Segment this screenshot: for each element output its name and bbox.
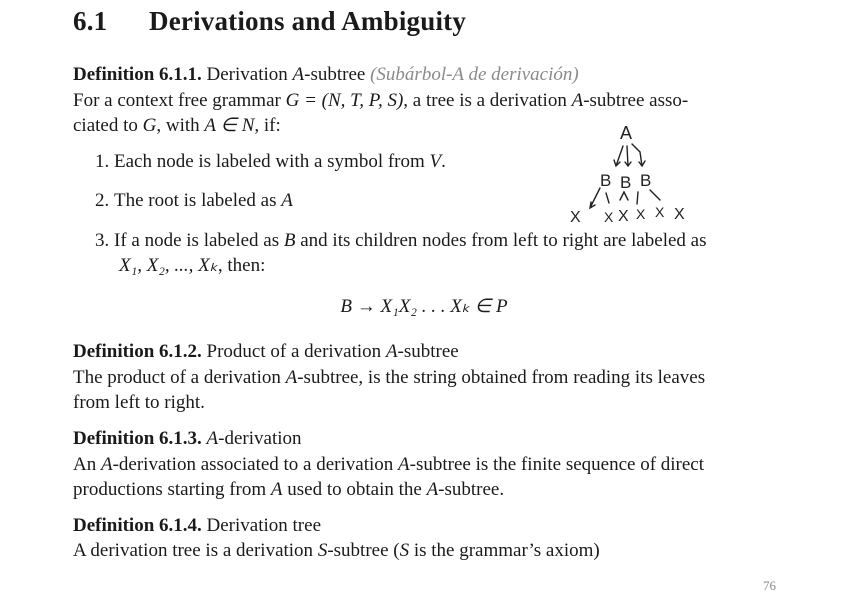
handwritten-tree-sketch	[560, 118, 700, 228]
sketch-root: A	[620, 123, 633, 143]
list-item: 1. Each node is labeled with a symbol from V.	[95, 151, 446, 172]
definition-6-1-1-body-line1: For a context free grammar G = (N, T, P, S), a tree is a derivation A-subtree asso-	[73, 90, 689, 111]
sketch-leaf: X	[604, 209, 614, 225]
section-heading	[73, 6, 466, 37]
sketch-node: B	[620, 173, 632, 192]
definition-6-1-1-body-line2: ciated to G, with A ∈ N, if:	[73, 115, 281, 136]
definition-6-1-4-body: A derivation tree is a derivation S-subtree (S is the grammar’s axiom)	[73, 540, 600, 561]
definition-label: Definition 6.1.3.	[73, 428, 202, 449]
grammar-tuple: G = (N, T, P, S)	[285, 90, 404, 111]
sketch-leaf: X	[655, 204, 665, 220]
definition-name: Derivation tree	[206, 515, 322, 536]
definition-name: Derivation A-subtree	[206, 64, 366, 85]
section-number: 6.1	[73, 6, 108, 36]
definition-6-1-3-body-line2: productions starting from A used to obtain the A-subtree.	[73, 479, 505, 500]
definition-6-1-2-body-line1: The product of a derivation A-subtree, is the string obtained from reading its leaves	[73, 367, 706, 388]
sketch-leaf: X	[618, 208, 629, 225]
sketch-node: B	[640, 171, 652, 190]
definition-6-1-4-heading	[73, 513, 777, 538]
section-title: Derivations and Ambiguity	[149, 6, 467, 36]
definition-translation: (Subárbol-A de derivación)	[370, 64, 579, 85]
definition-6-1-3-heading	[73, 426, 777, 451]
sketch-node: B	[600, 171, 612, 190]
definition-label: Definition 6.1.4.	[73, 515, 202, 536]
definition-6-1-2-heading	[73, 339, 777, 364]
sketch-leaf: X	[674, 206, 685, 223]
list-item: 2. The root is labeled as A	[95, 190, 293, 211]
definition-label: Definition 6.1.1.	[73, 64, 202, 85]
page-number: 76	[763, 578, 776, 593]
definition-6-1-1-heading	[73, 62, 777, 87]
definition-name: Product of a derivation A-subtree	[206, 341, 459, 362]
list-item-continuation: X₁, X₂, ..., Xₖ, then:	[119, 255, 266, 276]
sketch-leaf: X	[636, 206, 646, 222]
definition-name: A-derivation	[206, 428, 302, 449]
list-item: 3. If a node is labeled as B and its children nodes from left to right are labeled as	[95, 230, 707, 251]
definition-6-1-3-body-line1: An A-derivation associated to a derivation A-subtree is the finite sequence of direct	[73, 454, 705, 475]
sketch-leaf: X	[570, 209, 581, 226]
definition-label: Definition 6.1.2.	[73, 341, 202, 362]
production-formula: B → X₁X₂ . . . Xₖ ∈ P	[340, 296, 508, 317]
definition-6-1-2-body-line2: from left to right.	[73, 392, 205, 413]
